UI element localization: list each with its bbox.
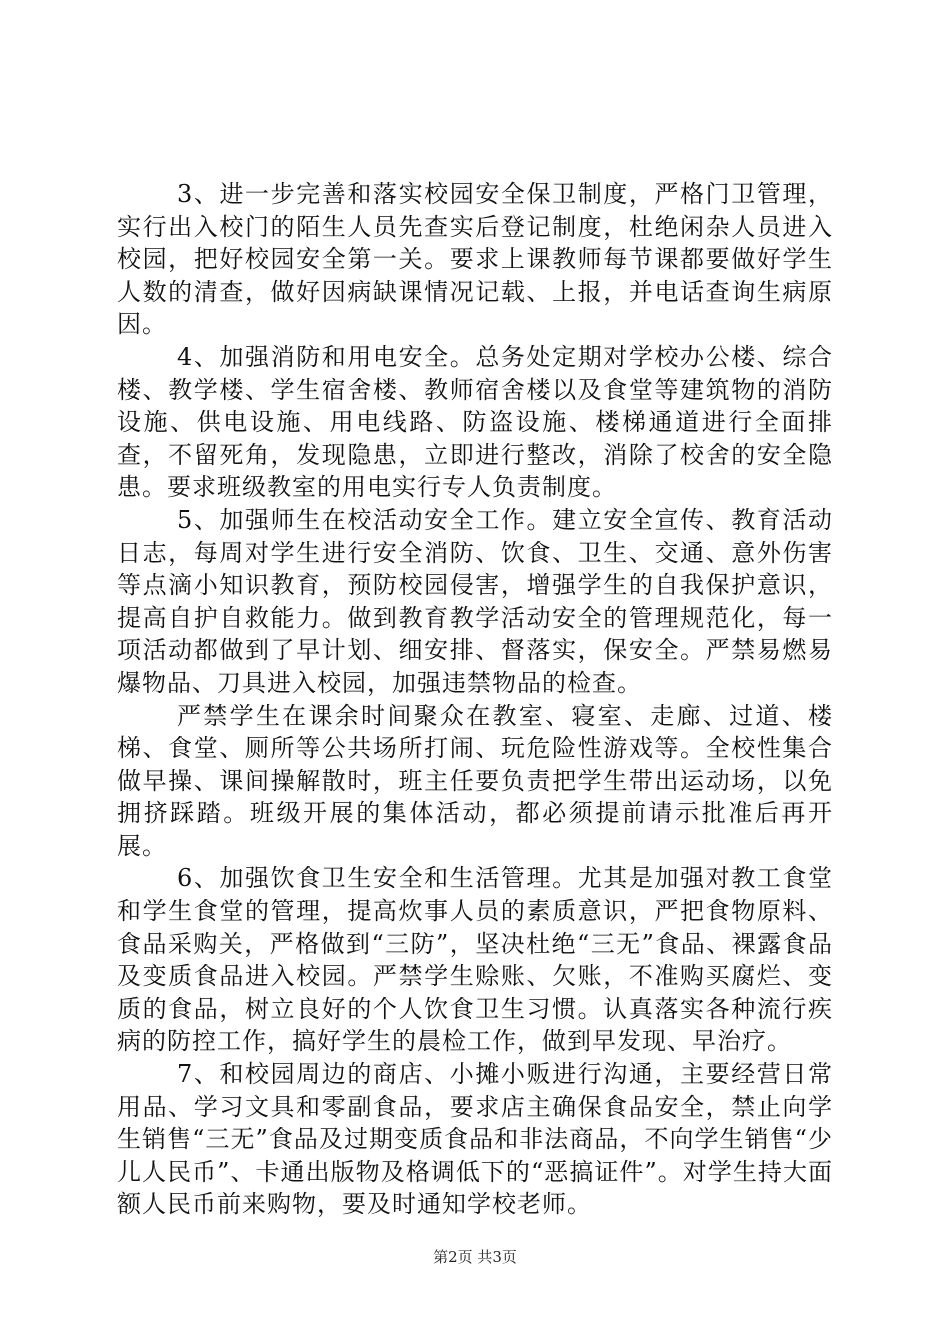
- paragraph-item-3: 3、进一步完善和落实校园安全保卫制度，严格门卫管理，实行出入校门的陌生人员先查实后登记制度，杜绝闲杂人员进入校园，把好校园安全第一关。要求上课教师每节课都要做好学生人数的清查，做好因病缺课情况记载、上报，并电话查询生病原因。: [117, 180, 833, 339]
- document-body: [117, 178, 833, 1221]
- paragraph-prohibition: 严禁学生在课余时间聚众在教室、寝室、走廊、过道、楼梯、食堂、厕所等公共场所打闹、玩危险性游戏等。全校性集合做早操、课间操解散时，班主任要负责把学生带出运动场，以免拥挤踩踏。班级开展的集体活动，都必须提前请示批准后再开展。: [117, 701, 833, 860]
- paragraph-item-5: 5、加强师生在校活动安全工作。建立安全宣传、教育活动日志，每周对学生进行安全消防、饮食、卫生、交通、意外伤害等点滴小知识教育，预防校园侵害，增强学生的自我保护意识，提高自护自救能力。做到教育教学活动安全的管理规范化，每一项活动都做到了早计划、细安排、督落实，保安全。严禁易燃易爆物品、刀具进入校园，加强违禁物品的检查。: [117, 505, 833, 697]
- page-number-footer: 第2页 共3页: [433, 1248, 517, 1266]
- paragraph-item-6: 6、加强饮食卫生安全和生活管理。尤其是加强对教工食堂和学生食堂的管理，提高炊事人员的素质意识，严把食物原料、食品采购关，严格做到“三防”，坚决杜绝“三无”食品、裸露食品及变质食品进入校园。严禁学生赊账、欠账，不准购买腐烂、变质的食品，树立良好的个人饮食卫生习惯。认真落实各种流行疾病的防控工作，搞好学生的晨检工作，做到早发现、早治疗。: [117, 864, 833, 1056]
- paragraph-item-7: 7、和校园周边的商店、小摊小贩进行沟通，主要经营日常用品、学习文具和零副食品，要求店主确保食品安全，禁止向学生销售“三无”食品及过期变质食品和非法商品，不向学生销售“少儿人民币”、卡通出版物及格调低下的“恶搞证件”。对学生持大面额人民币前来购物，要及时通知学校老师。: [117, 1060, 833, 1219]
- paragraph-item-4: 4、加强消防和用电安全。总务处定期对学校办公楼、综合楼、教学楼、学生宿舍楼、教师宿舍楼以及食堂等建筑物的消防设施、供电设施、用电线路、防盗设施、楼梯通道进行全面排查，不留死角，发现隐患，立即进行整改，消除了校舍的安全隐患。要求班级教室的用电实行专人负责制度。: [117, 342, 833, 502]
